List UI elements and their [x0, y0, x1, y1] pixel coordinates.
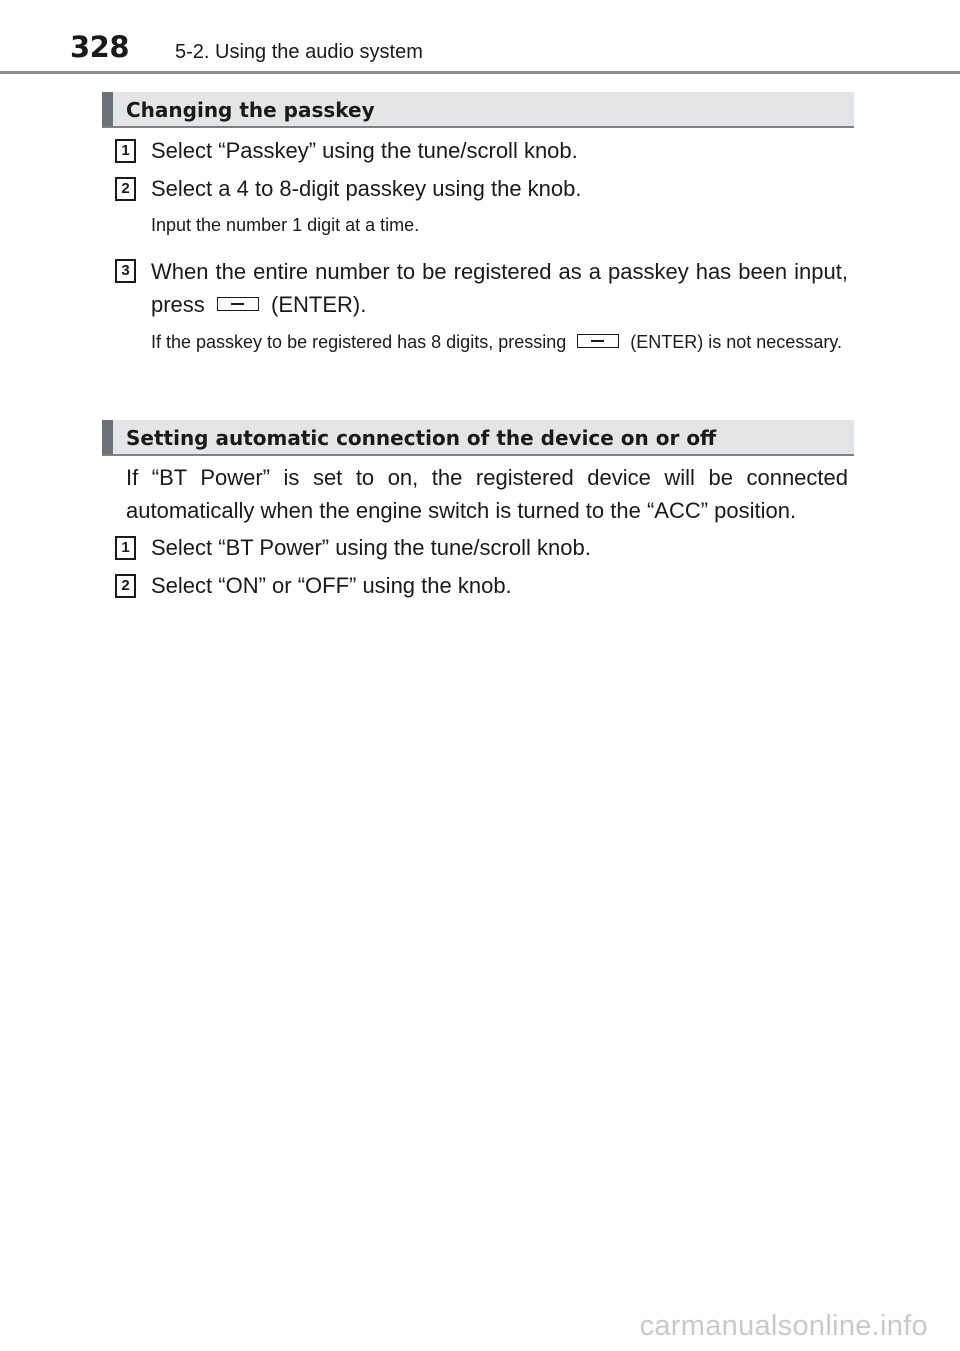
- section-intro: If “BT Power” is set to on, the registered device will be connected automatically when the engine switch is turned to the “ACC” position.: [126, 465, 848, 523]
- step-note: [151, 328, 848, 357]
- step-number-2: 2: [115, 574, 136, 598]
- step-number-1: 1: [115, 139, 136, 163]
- enter-key-icon: [217, 297, 259, 311]
- step-text-after: (ENTER).: [271, 292, 367, 317]
- section-title: Setting automatic connection of the device on or off: [126, 426, 717, 450]
- chapter-title: 5-2. Using the audio system: [175, 41, 423, 63]
- section-heading-automatic-connection: [102, 420, 854, 456]
- note-text-before: If the passkey to be registered has 8 digits, pressing: [151, 332, 567, 352]
- step-text: [151, 255, 848, 321]
- watermark: carmanualsonline.info: [639, 1310, 928, 1342]
- section-heading-changing-passkey: [102, 92, 854, 128]
- page-number: 328: [70, 30, 130, 64]
- header-divider: [0, 71, 960, 74]
- step-text: Select “BT Power” using the tune/scroll knob.: [151, 535, 591, 560]
- section-heading-bar: [102, 92, 113, 126]
- enter-key-icon: [577, 334, 619, 348]
- section-title: Changing the passkey: [126, 98, 375, 122]
- step-number-3: 3: [115, 259, 136, 283]
- step-number-2: 2: [115, 177, 136, 201]
- section-heading-bar: [102, 420, 113, 454]
- step-number-1: 1: [115, 536, 136, 560]
- step-text: Select a 4 to 8-digit passkey using the knob.: [151, 176, 582, 201]
- note-text-after: (ENTER) is not necessary.: [630, 332, 842, 352]
- step-text-before: When the entire number to be registered as a passkey has been input, press: [151, 259, 848, 317]
- page-header: [0, 0, 960, 78]
- step-text: Select “Passkey” using the tune/scroll knob.: [151, 138, 578, 163]
- step-text: Select “ON” or “OFF” using the knob.: [151, 573, 512, 598]
- step-note: Input the number 1 digit at a time.: [151, 215, 420, 235]
